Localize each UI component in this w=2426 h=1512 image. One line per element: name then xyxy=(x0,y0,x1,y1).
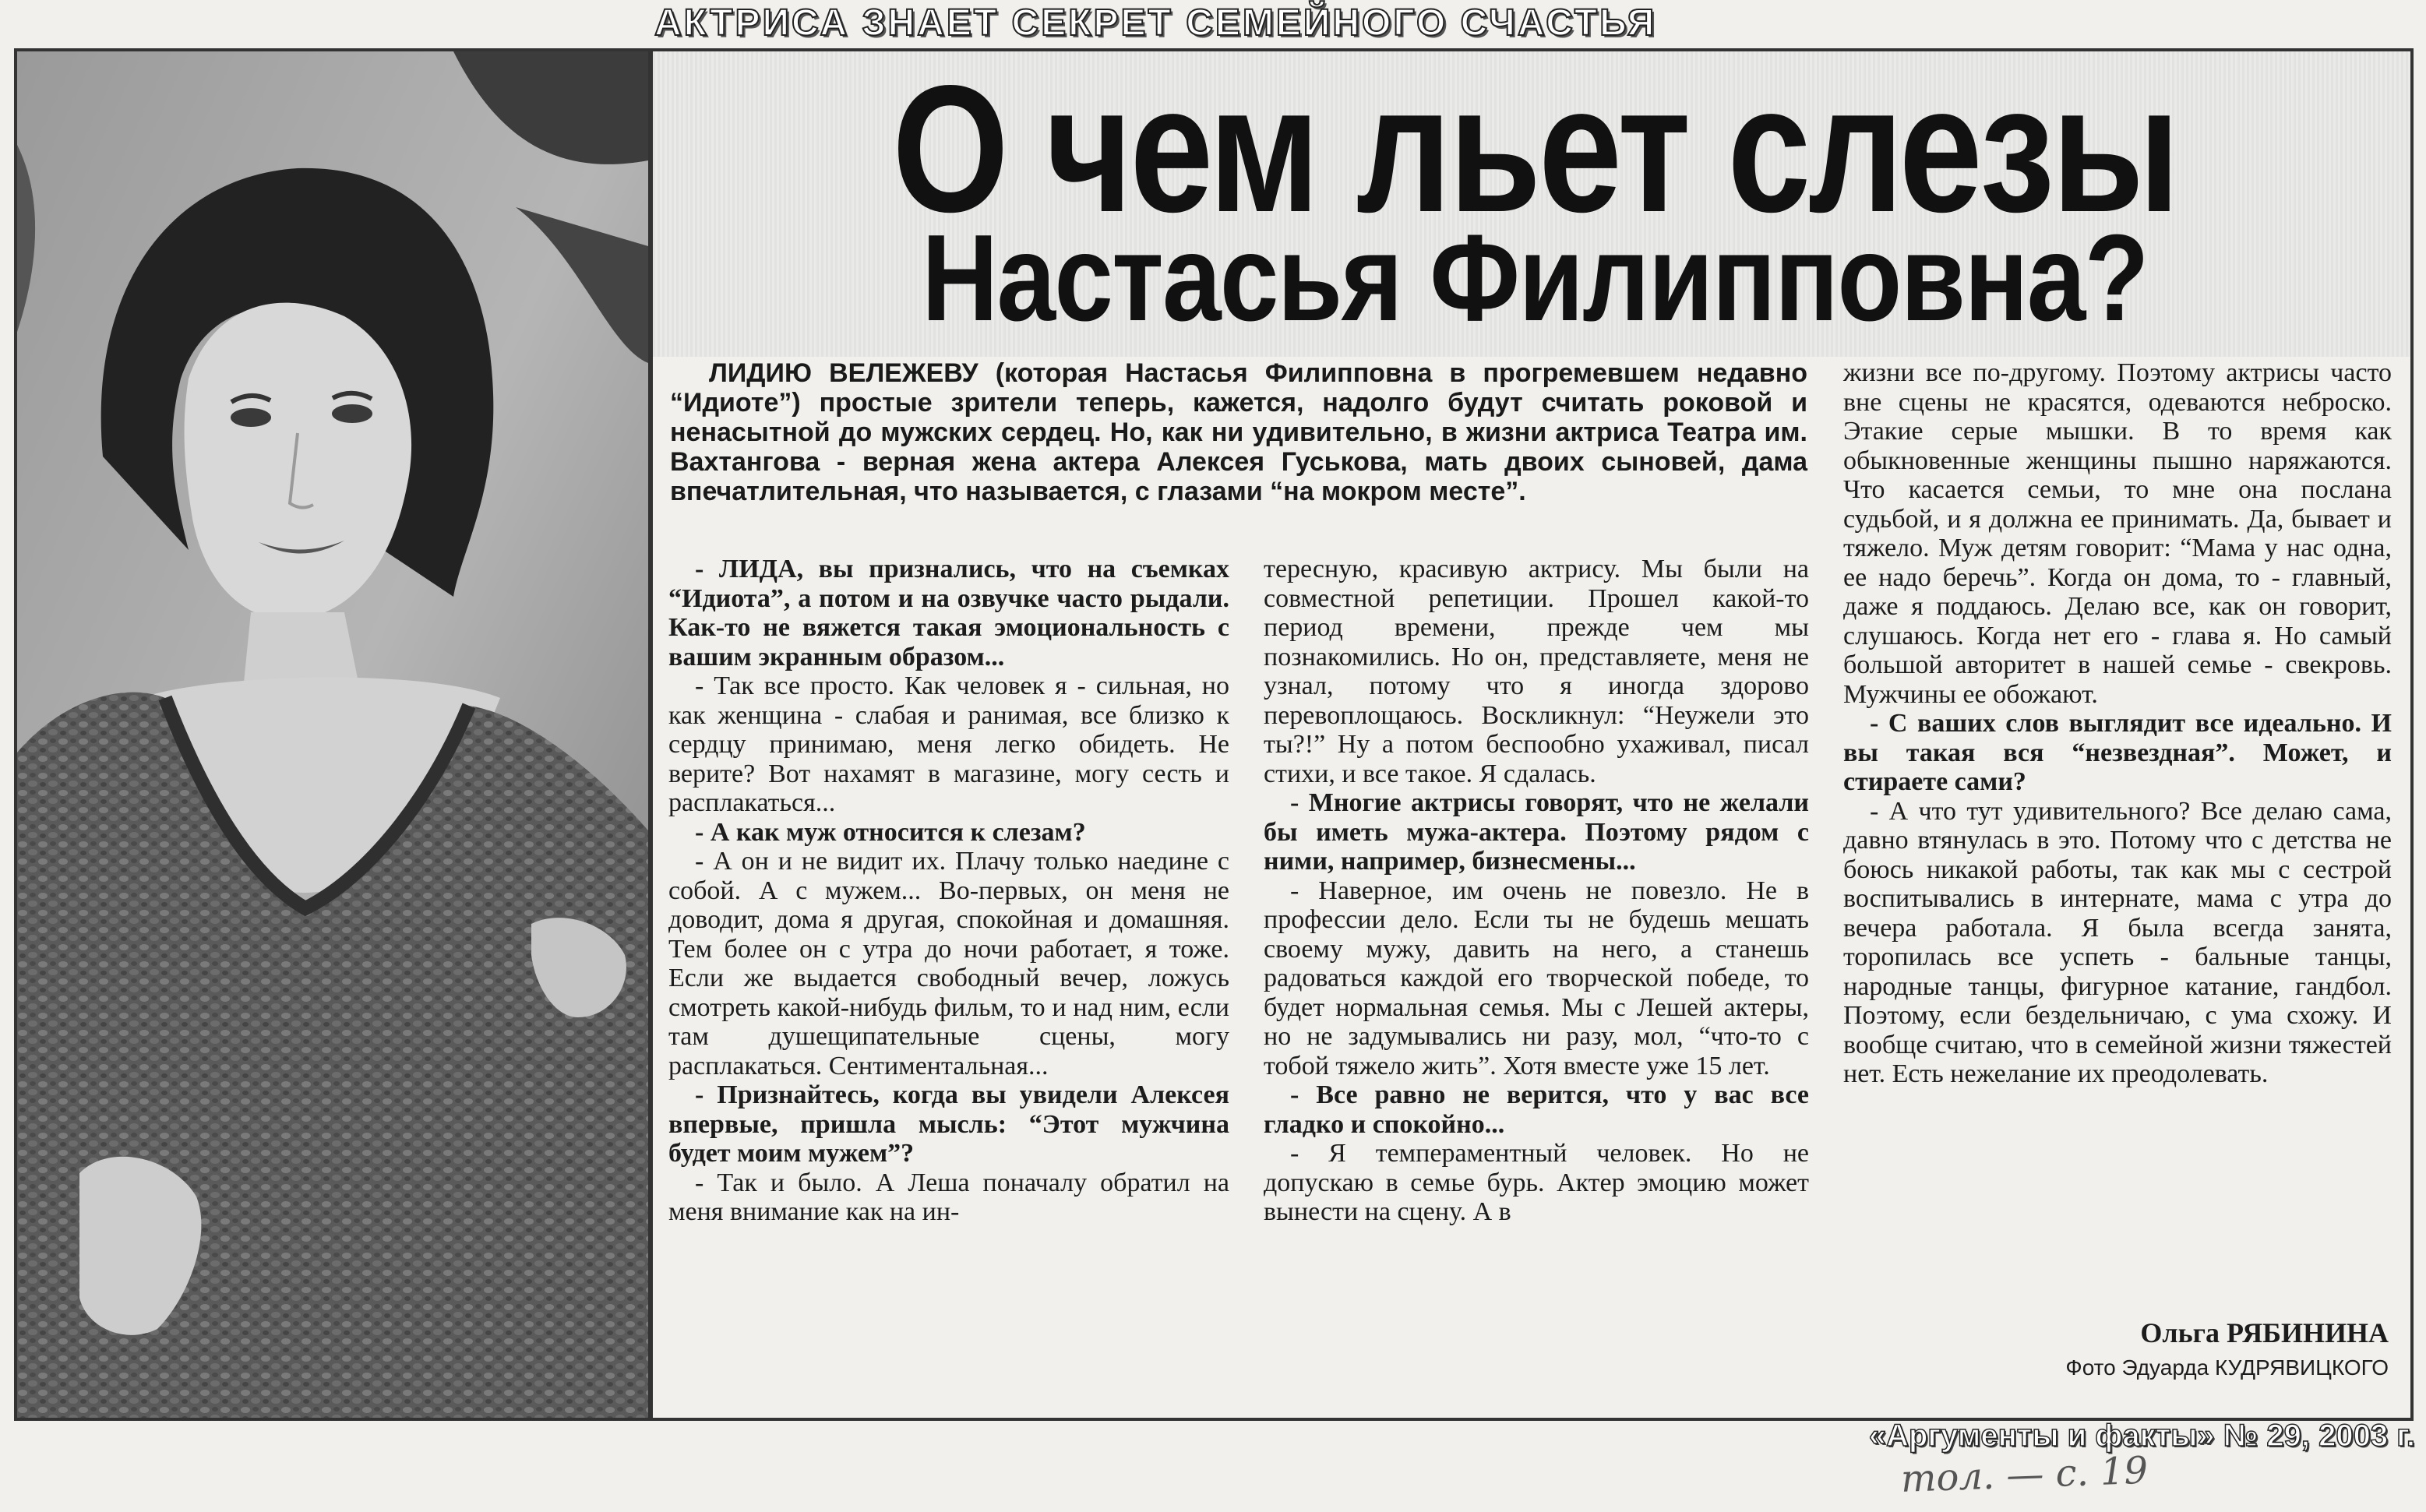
rubric: АКТРИСА ЗНАЕТ СЕКРЕТ СЕМЕЙНОГО СЧАСТЬЯ xyxy=(654,2,1657,44)
answer: - А что тут удивительного? Все делаю сама, давно втянулась в это. Потому что с детства не боюсь никакой работы, так как мы с сестрой воспитывались в интернате, мама с утра до вечера работала. Я была всегда занята, торопилась все успеть - бальные танцы, народные танцы, фигурное катание, гандбол. Поэтому, если бездельничаю, с ума схожу. И вообще считаю, что в семейной жизни тяжестей нет. Есть нежелание их преодолевать. xyxy=(1843,796,2392,1088)
headline-line-1: О чем льет слезы xyxy=(892,48,2177,250)
question: - Многие актрисы говорят, что не желали бы иметь мужа-актера. Поэтому рядом с ними, например, бизнесмены... xyxy=(1264,788,1809,876)
question: - А как муж относится к слезам? xyxy=(695,817,1086,847)
question: - Все равно не верится, что у вас все гладко и спокойно... xyxy=(1264,1080,1809,1139)
headline-line-2: Настасья Филипповна? xyxy=(922,210,2148,347)
answer-continued: жизни все по-другому. Поэтому актрисы часто вне сцены не красятся, одеваются неброско. Этакие серые мышки. В то время как обыкновенные женщины пышно наряжаются. Что касается семьи, то мне она послана судьбой, и я должна ее принимать. Да, бывает и тяжело. Муж детям говорит: “Мама у нас одна, ее надо беречь”. Когда он дома, то - главный, даже я поддаюсь. Делаю все, как он говорит, слушаюсь. Когда нет его - глава я. Но самый большой авторитет в нашей семье - свекровь. Мужчины ее обожают. xyxy=(1843,358,2392,709)
question: - С ваших слов выглядит все идеально. И вы такая вся “незвездная”. Может, и стираете сами? xyxy=(1843,709,2392,796)
photo-credit: Фото Эдуарда КУДРЯВИЦКОГО xyxy=(2065,1355,2389,1380)
author-byline: Ольга РЯБИНИНА xyxy=(2140,1317,2389,1348)
answer: - А он и не видит их. Плачу только наедине с собой. А с мужем... Во-первых, он меня не доводит, дома я другая, спокойная и домашняя. Тем более он с утра до ночи работает, я тоже. Если же выдается свободный вечер, ложусь смотреть какой-нибудь фильм, то и над ним, если там душещипательные сцены, могу расплакаться. Сентиментальная... xyxy=(668,847,1229,1080)
answer: - Наверное, им очень не повезло. Не в профессии дело. Если ты не будешь мешать своему мужу, давить на него, а станешь радоваться каждой его творческой победе, то будет нормальная семья. Мы с Лешей актеры, но не задумывались ни разу, мол, “что-то с тобой тяжело жить”. Хотя вместе уже 15 лет. xyxy=(1264,876,1809,1080)
answer-continued: тересную, красивую актрису. Мы были на совместной репетиции. Прошел какой-то период времени, прежде чем мы познакомились. Но он, представляете, меня не узнал, потому что я иногда здорово перевоплощаюсь. Воскликнул: “Неужели это ты?!” Ну а потом беспообно ухаживал, писал стихи, и все такое. Я сдалась. xyxy=(1264,555,1809,788)
answer: - Так все просто. Как человек я - сильная, но как женщина - слабая и ранимая, все близко к сердцу принимаю, меня легко обидеть. Не верите? Вот нахамят в магазине, могу сесть и расплакаться... xyxy=(668,671,1229,817)
source-citation: «Аргументы и факты» № 29, 2003 г. xyxy=(1868,1419,2415,1453)
handwritten-note: тол. — с. 19 xyxy=(1899,1448,2149,1501)
answer: - Так и было. А Леша поначалу обратил на меня внимание как на ин- xyxy=(668,1168,1229,1226)
answer: - Я темпераментный человек. Но не допускаю в семье бурь. Актер эмоцию может вынести на сцену. А в xyxy=(1264,1139,1809,1226)
question: - Признайтесь, когда вы увидели Алексея впервые, пришла мысль: “Этот мужчина будет моим мужем”? xyxy=(668,1080,1229,1168)
lead-paragraph: ЛИДИЮ ВЕЛЕЖЕВУ (которая Настасья Филипповна в прогремевшем недавно “Идиоте”) простые зрители теперь, кажется, надолго будут считать роковой и ненасытной до мужских сердец. Но, как ни удивительно, в жизни актриса Театра им. Вахтангова - верная жена актера Алексея Гуськова, мать двоих сыновей, дама впечатлительная, что называется, с глазами “на мокром месте”. xyxy=(670,358,1807,506)
question: - ЛИДА, вы признались, что на съемках “Идиота”, а потом и на озвучке часто рыдали. Как-то не вяжется такая эмоциональность с вашим экранным образом... xyxy=(668,555,1229,671)
article-frame xyxy=(14,48,2414,1421)
